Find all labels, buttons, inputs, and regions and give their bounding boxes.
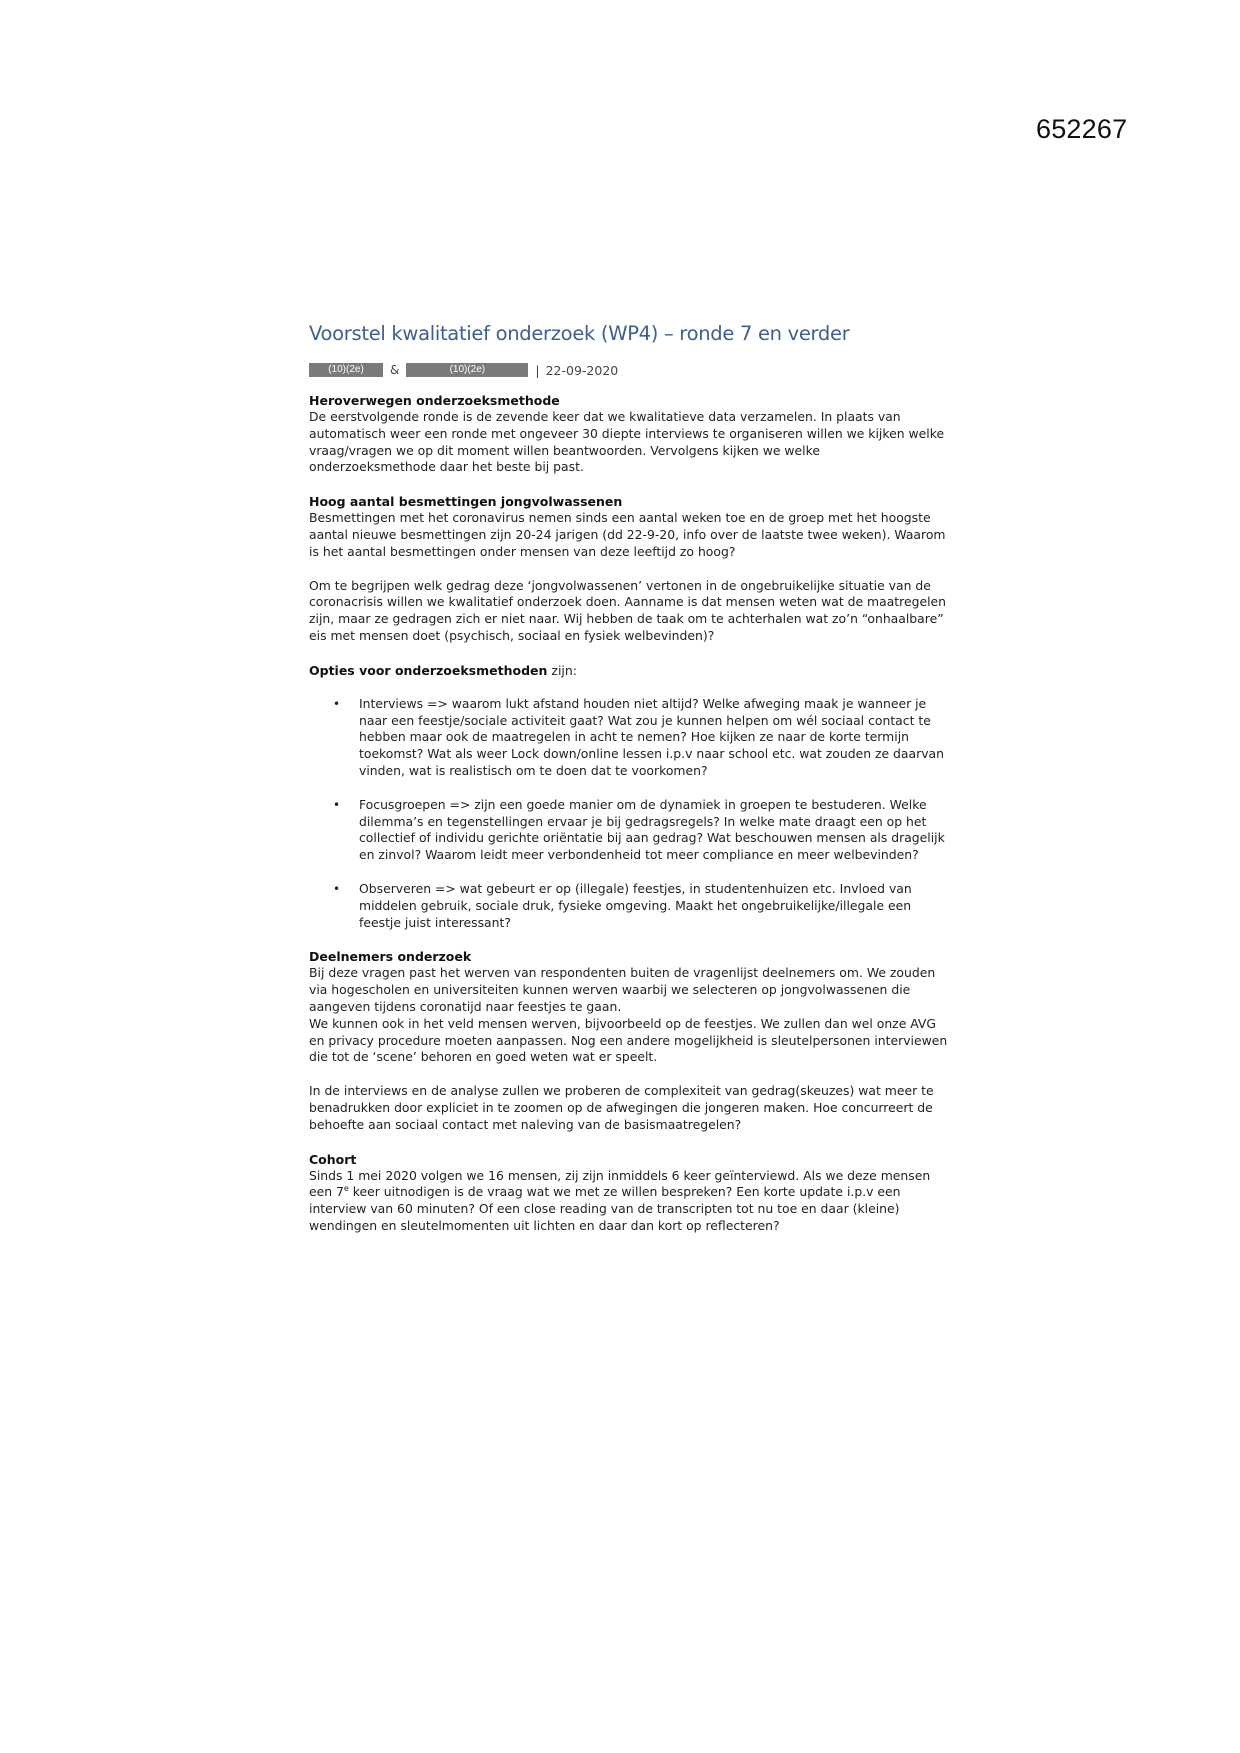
section-paragraph: Om te begrijpen welk gedrag deze ‘jongvolwassenen’ vertonen in de ongebruikelijke situatie van de coronacrisis willen we kwalitatief onderzoek doen. Aanname is dat mensen weten wat de maatregelen zijn, maar ze gedragen zich er niet naar. Wij hebben de taak om te achterhalen wat zo’n “onhaalbare” eis met mensen doet (psychisch, sociaal en fysiek welbevinden)?: [309, 577, 947, 643]
options-intro-rest: zijn:: [547, 662, 578, 678]
section-paragraph: We kunnen ook in het veld mensen werven, bijvoorbeeld op de feestjes. We zullen dan wel onze AVG en privacy procedure moeten aanpassen. Nog een andere mogelijkheid is sleutelpersonen interviewen die tot de ‘scene’ behoren en goed weten wat er speelt.: [309, 1015, 948, 1065]
bullet-icon: •: [333, 696, 341, 711]
section-heading: Heroverwegen onderzoeksmethode: [309, 393, 560, 408]
section-heading: Cohort: [309, 1151, 357, 1167]
section-heroverwegen: [309, 392, 949, 476]
document-meta: [309, 362, 949, 378]
options-list: [309, 696, 949, 932]
meta-ampersand: &: [390, 363, 400, 377]
bullet-icon: •: [333, 797, 341, 812]
redacted-name-2: (10)(2e): [406, 363, 528, 377]
document-body: [309, 322, 949, 1252]
bullet-icon: •: [333, 881, 341, 896]
section-heading: Hoog aantal besmettingen jongvolwassenen: [309, 494, 623, 510]
section-cohort: [309, 1151, 949, 1235]
ordinal-superscript: e: [343, 1184, 349, 1194]
cohort-text-a: Sinds 1 mei 2020 volgen we 16 mensen, zij zijn inmiddels 6 keer geïnterviewd. Als we deze mensen een 7: [309, 1167, 931, 1200]
section-paragraph: [309, 1168, 949, 1235]
section-deelnemers: [309, 948, 949, 1133]
section-heading: Deelnemers onderzoek: [309, 949, 472, 965]
section-paragraph: Besmettingen met het coronavirus nemen sinds een aantal weken toe en de groep met het hoogste aantal nieuwe besmettingen zijn 20-24 jarigen (dd 22-9-20, info over de laatste twee weken). Waarom is het aantal besmettingen onder mensen van deze leeftijd zo hoog?: [309, 510, 946, 559]
list-item: [309, 881, 949, 931]
document-date: 22-09-2020: [545, 362, 619, 378]
list-item-text: Interviews => waarom lukt afstand houden niet altijd? Welke afweging maak je wanneer je naar een feestje/sociale activiteit gaat? Wat zou je kunnen helpen om wél sociaal contact te hebben maar ook de maatregelen in acht te nemen? Hoe kijken ze naar de korte termijn toekomst? Wat als weer Lock down/online lessen i.p.v naar school etc. wat zouden ze daarvan vinden, wat is realistisch om te doen dat te voorkomen?: [359, 695, 944, 778]
section-paragraph: De eerstvolgende ronde is de zevende keer dat we kwalitatieve data verzamelen. In plaats van automatisch weer een ronde met ongeveer 30 diepte interviews te organiseren willen we kijken welke vraag/vragen we op dit moment willen beantwoorden. Vervolgens kijken we welke onderzoeksmethode daar het beste bij past.: [309, 409, 945, 475]
list-item-text: Focusgroepen => zijn een goede manier om de dynamiek in groepen te bestuderen. Welke dilemma’s en tegenstellingen ervaar je bij gedragsregels? In welke mate draagt een op het collectief of individu gerichte oriëntatie bij aan gedrag? Wat beschouwen mensen als dragelijk en zinvol? Waarom leidt meer verbondenheid tot meer compliance en meer welbevinden?: [359, 796, 945, 863]
cohort-text-b: keer uitnodigen is de vraag wat we met ze willen bespreken? Een korte update i.p.v een interview van 60 minuten? Of een close reading van de transcripten tot nu toe en daar (kleine) wendingen en sleutelmomenten uit lichten en daar dan kort op reflecteren?: [309, 1184, 901, 1233]
document-number: 652267: [1036, 114, 1128, 144]
redacted-name-1: (10)(2e): [309, 363, 383, 377]
list-item-text: Observeren => wat gebeurt er op (illegale) feestjes, in studentenhuizen etc. Invloed van middelen gebruik, sociale druk, fysieke omgeving. Maakt het ongebruikelijke/illegale een feestje juist interessant?: [359, 880, 912, 930]
list-item: [309, 696, 949, 780]
list-item: [309, 797, 949, 864]
meta-separator: |: [535, 362, 540, 378]
section-besmettingen: [309, 493, 949, 645]
section-paragraph: Bij deze vragen past het werven van respondenten buiten de vragenlijst deelnemers om. We zouden via hogescholen en universiteiten kunnen werven waarbij we selecteren op jongvolwassenen die aangeven tijdens coronatijd naar feestjes te gaan.: [309, 965, 936, 1014]
options-intro-bold: Opties voor onderzoeksmethoden: [309, 662, 548, 678]
options-intro: [309, 662, 949, 679]
section-paragraph: In de interviews en de analyse zullen we proberen de complexiteit van gedrag(skeuzes) wat meer te benadrukken door expliciet in te zoomen op de afwegingen die jongeren maken. Hoe concurreert de behoefte aan sociaal contact met naleving van de basismaatregelen?: [309, 1083, 934, 1132]
document-title: Voorstel kwalitatief onderzoek (WP4) – ronde 7 en verder: [309, 322, 850, 345]
